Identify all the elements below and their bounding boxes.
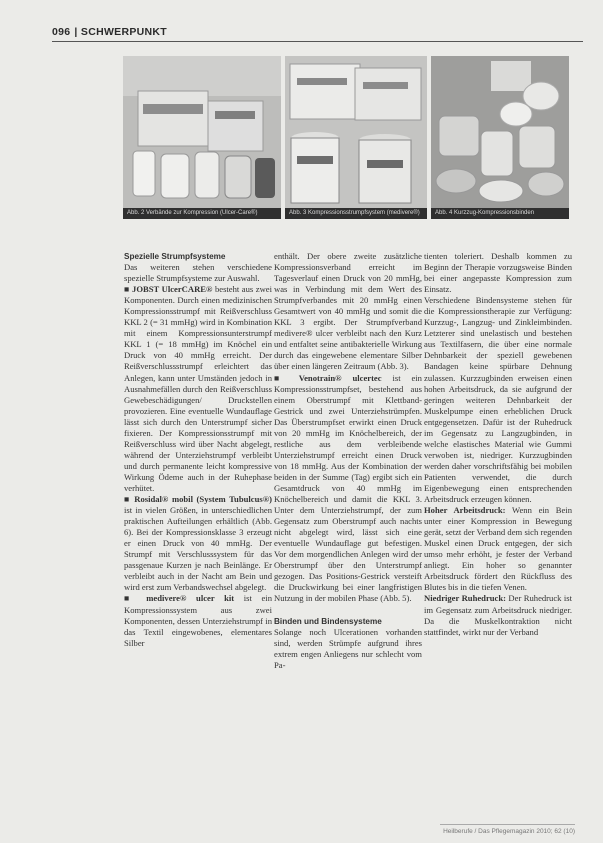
section-heading: Binden und Bindensysteme [274, 616, 382, 626]
body-paragraph [424, 295, 572, 505]
photo-caption: Abb. 3 Kompressionsstrumpfsystem (medivere®) [285, 208, 427, 219]
ulcercare-product-image [123, 56, 281, 208]
bandage-rolls-image [431, 56, 569, 208]
paragraph-text: ist ein Kompressionsstrumpfset, bestehend aus einem Oberstrumpf mit Klettband-Gestrick und zwei Unterziehstrümpfen. Das Überstrumpfset erwirkt einen Druck von 20 mmHg im Knöchelbereich, der restliche aus dem verbleibende Unterziehstrumpf erreicht einen Druck von 18 mmHg. Aus der Kombination der beiden in der Summe (Tag) ergibt sich ein Gesamtdruck von 40 mmHg im Knöchelbereich und damit die KKL 3. Unter dem Unterziehstrumpf, der zum Gegensatz zum Oberstrumpf auch nachts nicht abgelegt wird, lässt sich eine eventuelle Wundauflage gut befestigen. Vor dem morgendlichen Anlegen wird der Oberstrumpf über den Unterstrumpf gezogen. Das Positions-Gestrick versteift die Druckwirkung bei einer langfristigen Nutzung in der mobilen Phase (Abb. 5). [274, 372, 422, 604]
photo-ulcercare [123, 56, 281, 219]
paragraph-lead: ■ Rosidal® mobil (System Tubulcus®) [124, 494, 272, 505]
text-column-3 [424, 251, 572, 638]
paragraph-text: Der Ruhedruck ist im Gegensatz zum Arbeitsdruck niedriger. Da die Muskelkontraktion nicht stattfindet, wirkt nur der Verband [424, 593, 572, 637]
paragraph-text: Verschiedene Bindensysteme stehen für die Kompressionstherapie zur Verfügung: Kurzzug-, Langzug- und Zinkleimbinden. Letzterer sind unelastisch und bestehen aus Textilfasern, die über eine normale Dehnbarkeit der speziell gewebenen Bandagen keine spürbare Dehnung zulassen. Kurzzugbinden erweisen einen hohen Arbeitsdruck, da sie aufgrund der geringen weiteren Dehnbarkeit der Muskelpumpe einen erheblichen Druck entgegensetzen. Dafür ist der Ruhedruck im Gegensatz zu Langzugbinden, in welche elastisches Material wie Gummi verwoben ist, niedriger. Kurzzugbinden werden daher vorschriftsfähig bei mobilen Patienten verwendet, die durch Eigenbewegung einen entsprechenden Arbeitsdruck erzeugen können. [424, 295, 572, 505]
body-paragraph [124, 284, 272, 494]
header-rule [52, 41, 583, 42]
page-number: 096 [52, 26, 71, 38]
medivere-product-image [285, 56, 427, 208]
paragraph-lead: ■ medivere® ulcer kit [124, 593, 235, 604]
body-paragraph [124, 262, 272, 284]
body-paragraph [274, 627, 422, 671]
text-column-2 [274, 251, 422, 671]
photo-medivere [285, 56, 427, 219]
page-header: 096 | SCHWERPUNKT [52, 26, 583, 42]
paragraph-lead: ■ JOBST UlcerCARE® [124, 284, 213, 295]
paragraph-lead: ■ Venotrain® ulcertec [274, 372, 382, 383]
paragraph-lead: Hoher Arbeitsdruck: [424, 505, 506, 516]
text-column-1 [124, 251, 272, 649]
body-paragraph [274, 251, 422, 373]
body-paragraph [124, 593, 272, 648]
footer-citation: Heilberufe / Das Pflegemagazin 2010; 62 (10) [443, 828, 575, 835]
paragraph-text: besteht aus zwei Komponenten. Durch einen medizinischen Kompressionsstrumpf mit Reißverschluss KKL 2 (= 31 mmHg) wird in Kombination mit einem Kompressionsunterstrumpf KKL 1 (= 18 mmHg) im Knöchel ein Druck von 40 mmHg erreicht. Der Reißverschlussstrumpf erleichtert das Anlegen, kann unter Umständen jedoch in Ausnahmefällen durch den Reißverschluss Gewebeschädigungen/ Druckstellen provozieren. Eine eventuelle Wundauflage lässt sich durch den Unterstrumpf sicher fixieren. Der Kompressionsstrumpf mit Reißverschluss wird über Nacht abgelegt, während der Unterziehstrumpf verbleibt und durch permanente leicht kompressive Wirkung Ödeme auch in der Ruhephase verhütet. [124, 284, 272, 493]
paragraph-text: ist in vielen Größen, in unterschiedlichen praktischen Aufteilungen erhältlich (Abb. 6). Bei der Kompressionsklasse 3 erzeugt er einen Druck von 40 mmHg. Der Strumpf mit Verschlusssystem für das passgenaue Kurzen je nach Beinlänge. Er verbleibt auch in der Nacht am Bein und wird erst zum Verbandswechsel abgelegt. [124, 505, 272, 593]
paragraph-text: enthält. Der obere zweite zusätzliche Kompressionsverband erreicht im Tagesverlauf einen Druck von 20 mmHg, was in Verbindung mit dem Wert des Strumpfverbandes mit 20 mmHg einen Gesamtwert von 40 mmHg und somit die KKL 3 ergibt. Der Strumpfverband medivere® ulcer verbleibt nach den Kurz und entfaltet seine antibakterielle Wirkung durch das eingewebene elementare Silber über einen längeren Zeitraum (Abb. 3). [274, 251, 422, 372]
footer-rule [440, 824, 575, 825]
paragraph-text: Wenn ein Bein unter einer Kompression in Bewegung gerät, setzt der Verband dem sich regenden Muskel einen Druck entgegen, der sich umso mehr erhöht, je fester der Verband anliegt. Ein hoher so genannter Arbeitsdruck fördert den Rückfluss des Blutes bis in die tiefen Venen. [424, 505, 572, 593]
section-title: SCHWERPUNKT [80, 26, 168, 38]
body-paragraph [424, 593, 572, 637]
paragraph-text: Solange noch Ulcerationen vorhanden sind, werden Strümpfe aufgrund ihres extrem engen Anliegens nur schlecht vom Pa- [274, 626, 422, 670]
body-paragraph [124, 494, 272, 593]
photo-caption: Abb. 4 Kurzzug-Kompressionsbinden [431, 208, 569, 219]
photo-strip [123, 56, 569, 219]
paragraph-text: ist ein Kompressionssystem aus zwei Komponenten, dessen Unterziehstrumpf in das Textil eingewobenes, elementares Silber [124, 593, 272, 648]
photo-bandages [431, 56, 569, 219]
section-heading: Spezielle Strumpfsysteme [124, 252, 226, 261]
paragraph-text: Das weiteren stehen verschiedene spezielle Strumpfsysteme zur Auswahl. [124, 262, 272, 284]
photo-caption: Abb. 2 Verbände zur Kompression (Ulcer-Care®) [123, 208, 281, 219]
paragraph-lead: Niedriger Ruhedruck: [424, 593, 506, 604]
body-paragraph [424, 505, 572, 593]
body-paragraph [424, 251, 572, 295]
paragraph-text: tienten toleriert. Deshalb kommen zu Beginn der Therapie vorzugsweise Binden bei einer angepasste Kompression zum Einsatz. [424, 251, 572, 295]
body-paragraph [274, 373, 422, 605]
